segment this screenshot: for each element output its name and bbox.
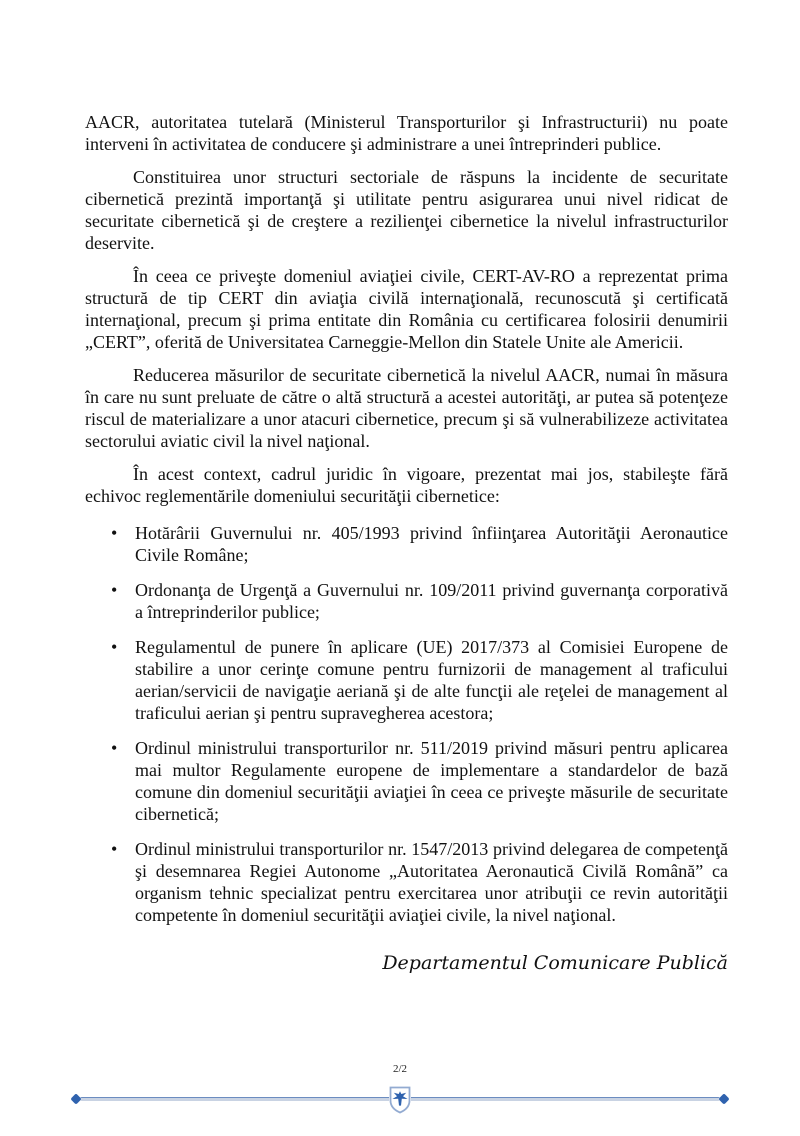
bullet-icon: •: [111, 738, 118, 758]
list-item-text: Hotărârii Guvernului nr. 405/1993 privind înfiinţarea Autorităţii Aeronautice Civile Române;: [135, 523, 728, 565]
paragraph-5: În acest context, cadrul juridic în vigoare, prezentat mai jos, stabileşte fără echivoc reglementările domeniului securităţii cibernetice:: [85, 464, 728, 506]
legal-references-list: [85, 522, 728, 926]
list-item: [85, 838, 728, 926]
footer-decorative-rule: [70, 1084, 730, 1120]
signature-department: Departamentul Comunicare Publică: [382, 952, 728, 974]
bullet-icon: •: [111, 523, 118, 543]
page-footer: [0, 1062, 800, 1122]
list-item-text: Ordinul ministrului transporturilor nr. 1547/2013 privind delegarea de competenţă şi desemnarea Regiei Autonome „Autoritatea Aeronautică Civilă Română” ca organism tehnic specializat pentru exercitarea unor atribuţii ce revin autorităţii competente în domeniul securităţii aviaţiei civile, la nivel naţional.: [135, 839, 728, 925]
paragraph-3: În ceea ce priveşte domeniul aviaţiei civile, CERT-AV-RO a reprezentat prima structură de tip CERT din aviaţia civilă internaţională, recunoscută şi certificată internaţional, precum şi prima entitate din România cu certificarea folosirii denumirii „CERT”, oferită de Universitatea Carneggie-Mellon din Statele Unite ale Americii.: [85, 266, 728, 352]
bullet-icon: •: [111, 637, 118, 657]
bullet-icon: •: [111, 580, 118, 600]
list-item-text: Ordonanţa de Urgenţă a Guvernului nr. 109/2011 privind guvernanţa corporativă a întreprinderilor publice;: [135, 580, 728, 622]
list-item: [85, 579, 728, 623]
paragraph-4: Reducerea măsurilor de securitate cibernetică la nivelul AACR, numai în măsura în care nu sunt preluate de către o altă structură a acestei autorităţi, ar putea să potenţeze riscul de materializare a unor atacuri cibernetice, precum şi să vulnerabilizeze activitatea sectorului aviatic civil la nivel naţional.: [85, 365, 728, 451]
diamond-left-icon: [70, 1093, 81, 1104]
shield-eagle-icon: [389, 1086, 411, 1114]
page-number: 2/2: [392, 1063, 408, 1075]
paragraph-1: AACR, autoritatea tutelară (Ministerul Transporturilor şi Infrastructurii) nu poate interveni în activitatea de conducere şi administrare a unei întreprinderi publice.: [85, 112, 728, 154]
bullet-icon: •: [111, 839, 118, 859]
paragraph-2: Constituirea unor structuri sectoriale de răspuns la incidente de securitate cibernetică prezintă importanţă şi utilitate pentru asigurarea unui nivel ridicat de securitate cibernetică şi de creştere a rezilienţei cibernetice la nivelul infrastructurilor deservite.: [85, 167, 728, 253]
list-item-text: Regulamentul de punere în aplicare (UE) 2017/373 al Comisiei Europene de stabilire a unor cerinţe comune pentru furnizorii de management al traficului aerian/servicii de navigaţie aeriană şi de alte funcţii ale reţelei de management al traficului aerian şi pentru supravegherea acestora;: [135, 637, 728, 723]
list-item: [85, 737, 728, 825]
list-item: [85, 522, 728, 566]
document-body: [85, 111, 728, 993]
list-item-text: Ordinul ministrului transporturilor nr. 511/2019 privind măsuri pentru aplicarea mai multor Regulamente europene de implementare a standardelor de bază comune din domeniul securităţii aviaţiei în ceea ce priveşte măsurile de securitate cibernetică;: [135, 738, 728, 824]
list-item: [85, 636, 728, 724]
diamond-right-icon: [718, 1093, 729, 1104]
